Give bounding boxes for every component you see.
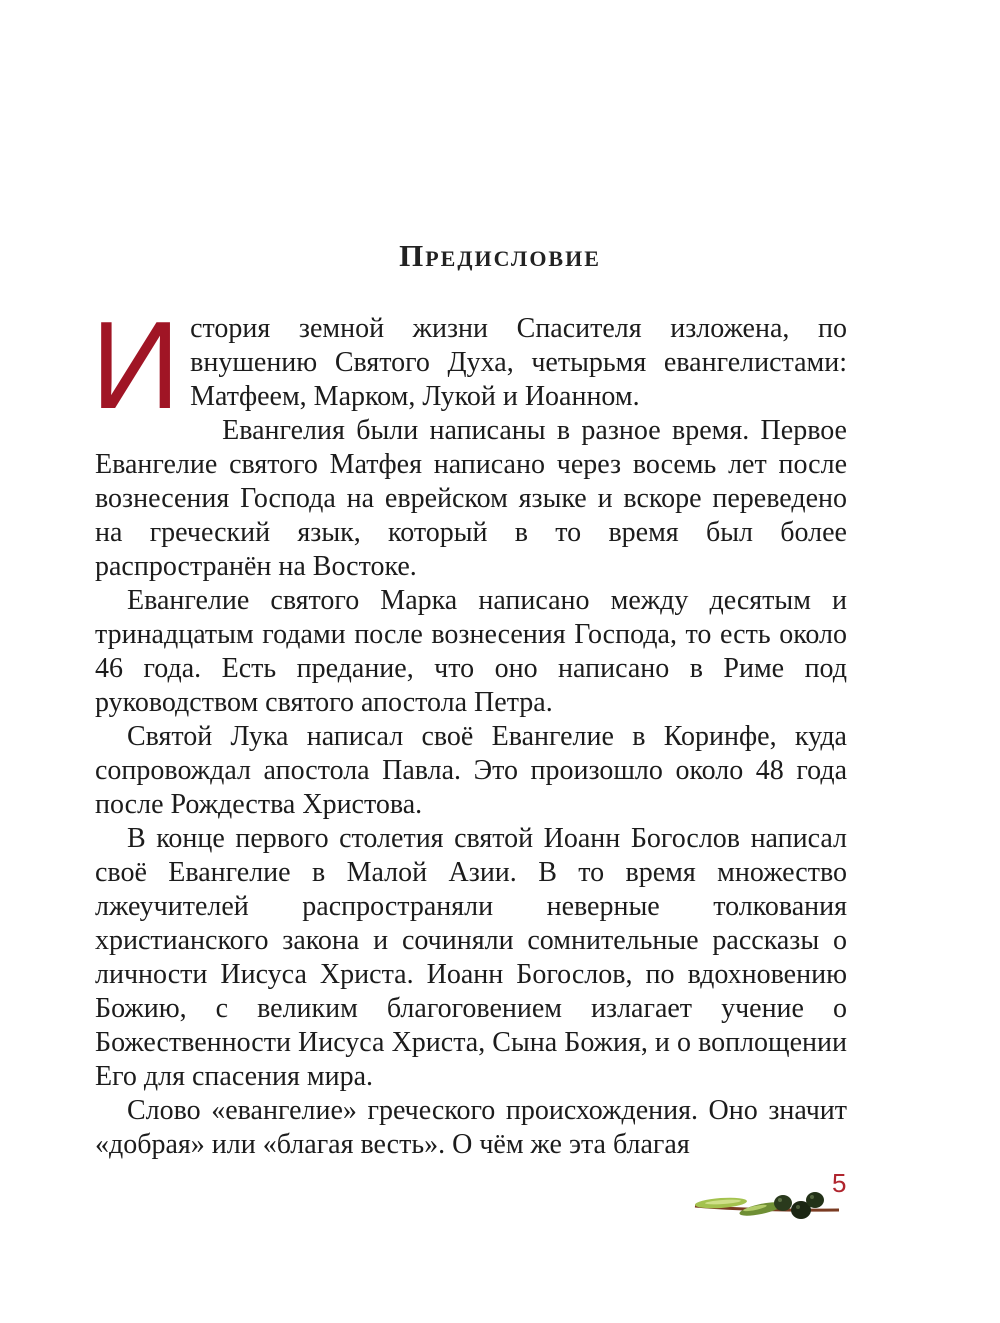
paragraph-4: Святой Лука написал своё Евангелие в Коринфе, куда сопровождал апостола Павла. Это произошло около 48 года после Рождества Христова. [95,721,847,820]
body-text [91,297,847,1162]
paragraph-5: В конце первого столетия святой Иоанн Богослов написал своё Евангелие в Малой Азии. В то время множество лжеучителей распространяли неверные толкования христианского закона и сочиняли сомнительные рассказы о личности Иисуса Христа. Иоанн Богослов, по вдохновению Божию, с великим благоговением излагает учение о Божественности Иисуса Христа, Сына Божия, и о воплощении Его для спасения мира. [95,823,847,1092]
drop-cap: И [91,297,181,435]
olive-branch-icon [693,1187,843,1223]
paragraph-2: Евангелия были написаны в разное время. Первое Евангелие святого Матфея написано через восемь лет после вознесения Господа на еврейском языке и вскоре переведено на греческий язык, который в то время был более распространён на Востоке. [95,415,847,582]
paragraph-6: Слово «евангелие» греческого происхождения. Оно значит «добрая» или «благая весть». О чём же эта благая [95,1095,847,1160]
page-number: 5 [832,1168,847,1198]
page-title: Предисловие [399,238,601,273]
paragraph-1 [91,297,847,435]
paragraph-1-text: стория земной жизни Спасителя изложена, по внушению Святого Духа, четырьмя евангелистами: Матфеем, Марком, Лукой и Иоанном. [190,313,847,412]
paragraph-3: Евангелие святого Марка написано между десятым и тринадцатым годами после вознесения Господа, то есть около 46 года. Есть предание, что оно написано в Риме под руководством святого апостола Петра. [95,585,847,718]
